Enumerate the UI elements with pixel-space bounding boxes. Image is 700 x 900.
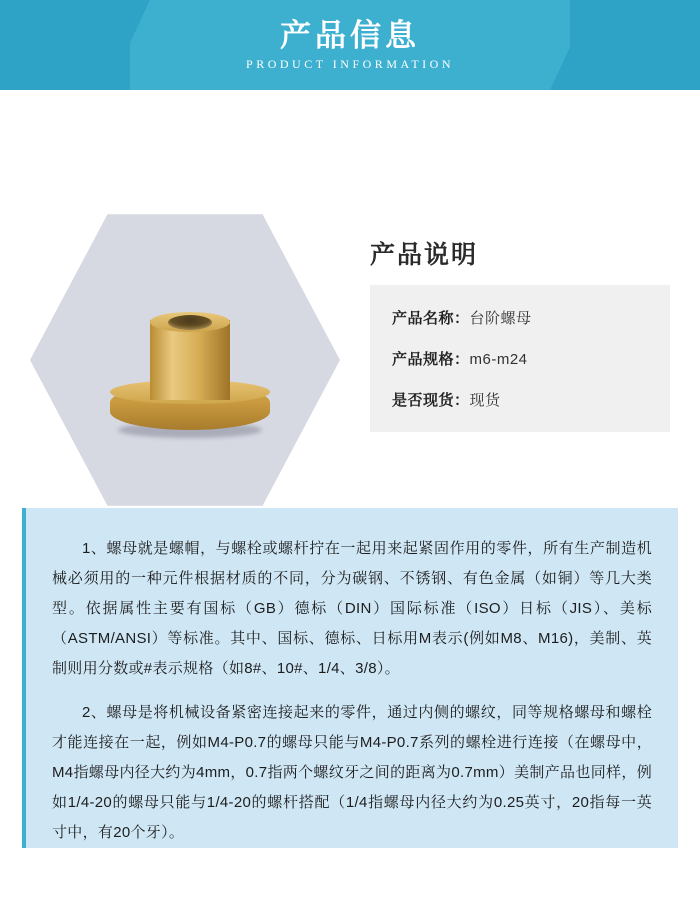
description-paragraph-2: 2、螺母是将机械设备紧密连接起来的零件，通过内侧的螺纹，同等规格螺母和螺栓才能连接在一起，例如M4-P0.7的螺母只能与M4-P0.7系列的螺栓进行连接（在螺母中，M4指螺母内径大约为4mm，0.7指两个螺纹牙之间的距离为0.7mm）美制产品也同样，例如1/4-20的螺母只能与1/4-20的螺杆搭配（1/4指螺母内径大约为0.25英寸，20指每一英寸中，有20个牙）。 (52, 704, 652, 841)
spec-label-stock: 是否现货： (392, 392, 470, 409)
spec-row (392, 389, 650, 410)
spec-list (370, 285, 670, 432)
spec-value-name: 台阶螺母 (469, 310, 532, 327)
header-banner (0, 0, 700, 90)
spec-label-name: 产品名称： (392, 310, 470, 327)
spec-value-model: m6-m24 (469, 351, 528, 368)
description-section (22, 508, 678, 848)
header-title: 产品信息 (280, 17, 420, 53)
description-paragraph-1: 1、螺母就是螺帽，与螺栓或螺杆拧在一起用来起紧固作用的零件，所有生产制造机械必须用的一种元件根据材质的不同，分为碳钢、不锈钢、有色金属（如铜）等几大类型。依据属性主要有国标（GB）德标（DIN）国际标准（ISO）日标（JIS）、美标（ASTM/ANSI）等标准。其中、国标、德标、日标用M表示(例如M8、M16)，美制、英制则用分数或#表示规格（如8#、10#、1/4、3/8）。 (52, 540, 652, 677)
nut-body (150, 320, 230, 400)
stepped-nut-image (110, 280, 270, 440)
nut-thread-hole (168, 315, 212, 330)
header-subtitle: PRODUCT INFORMATION (246, 57, 454, 72)
header-content (0, 0, 700, 90)
spec-panel (370, 235, 670, 432)
spec-value-stock: 现货 (469, 392, 501, 409)
spec-panel-title: 产品说明 (370, 241, 479, 269)
spec-label-model: 产品规格： (392, 351, 470, 368)
spec-row (392, 348, 650, 369)
product-overview-section (0, 90, 700, 505)
product-photo (30, 205, 360, 535)
spec-row (392, 307, 650, 328)
